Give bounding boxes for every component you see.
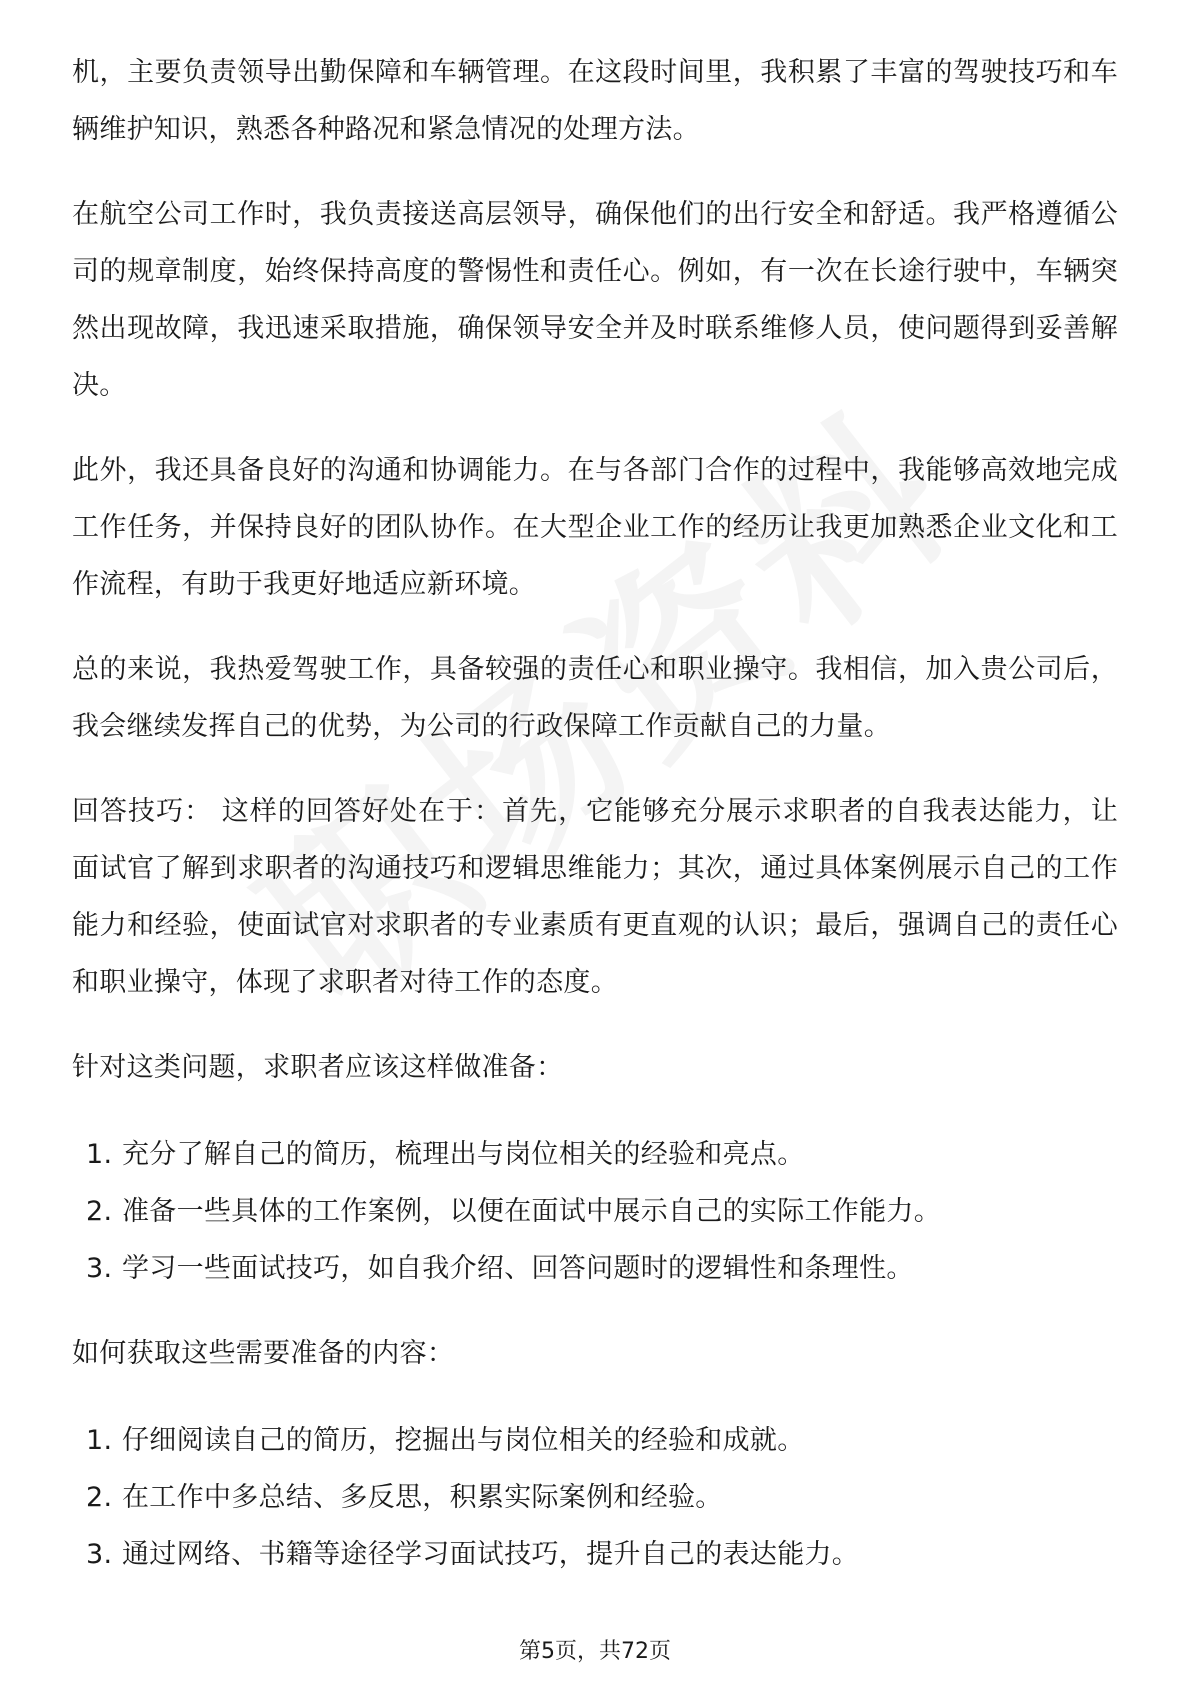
list-number: 1.	[86, 1425, 113, 1456]
paragraph-communication: 此外，我还具备良好的沟通和协调能力。在与各部门合作的过程中，我能够高效地完成工作任务，并保持良好的团队协作。在大型企业工作的经历让我更加熟悉企业文化和工作流程，有助于我更好地适应新环境。	[72, 455, 1118, 600]
list-text: 通过网络、书籍等途径学习面试技巧，提升自己的表达能力。	[122, 1539, 860, 1570]
list-item	[72, 1126, 1118, 1183]
list-text: 仔细阅读自己的简历，挖掘出与岗位相关的经验和成就。	[122, 1425, 805, 1456]
list-text: 充分了解自己的简历，梳理出与岗位相关的经验和亮点。	[122, 1139, 805, 1170]
document-body	[72, 44, 1118, 1611]
prep-list	[72, 1126, 1118, 1297]
list-item	[72, 1526, 1118, 1583]
paragraph-summary: 总的来说，我热爱驾驶工作，具备较强的责任心和职业操守。我相信，加入贵公司后，我会继续发挥自己的优势，为公司的行政保障工作贡献自己的力量。	[72, 654, 1118, 742]
list-number: 2.	[86, 1196, 113, 1227]
list-item	[72, 1240, 1118, 1297]
paragraph-prep-heading: 针对这类问题，求职者应该这样做准备：	[72, 1052, 564, 1083]
list-number: 1.	[86, 1139, 113, 1170]
list-text: 准备一些具体的工作案例，以便在面试中展示自己的实际工作能力。	[122, 1196, 941, 1227]
page-number-footer: 第5页，共72页	[519, 1639, 671, 1664]
list-text: 学习一些面试技巧，如自我介绍、回答问题时的逻辑性和条理性。	[122, 1253, 914, 1284]
list-number: 3.	[86, 1253, 113, 1284]
list-item	[72, 1469, 1118, 1526]
list-item	[72, 1183, 1118, 1240]
paragraph-airline-work: 在航空公司工作时，我负责接送高层领导，确保他们的出行安全和舒适。我严格遵循公司的规章制度，始终保持高度的警惕性和责任心。例如，有一次在长途行驶中，车辆突然出现故障，我迅速采取措施，确保领导安全并及时联系维修人员，使问题得到妥善解决。	[72, 199, 1118, 401]
list-number: 2.	[86, 1482, 113, 1513]
list-number: 3.	[86, 1539, 113, 1570]
paragraph-acquire-heading: 如何获取这些需要准备的内容：	[72, 1338, 455, 1369]
paragraph-answer-tips: 回答技巧： 这样的回答好处在于：首先，它能够充分展示求职者的自我表达能力，让面试官了解到求职者的沟通技巧和逻辑思维能力；其次，通过具体案例展示自己的工作能力和经验，使面试官对求职者的专业素质有更直观的认识；最后，强调自己的责任心和职业操守，体现了求职者对待工作的态度。	[72, 796, 1118, 998]
list-text: 在工作中多总结、多反思，积累实际案例和经验。	[122, 1482, 723, 1513]
paragraph-experience-intro: 机，主要负责领导出勤保障和车辆管理。在这段时间里，我积累了丰富的驾驶技巧和车辆维护知识，熟悉各种路况和紧急情况的处理方法。	[72, 57, 1118, 145]
acquire-list	[72, 1412, 1118, 1583]
list-item	[72, 1412, 1118, 1469]
